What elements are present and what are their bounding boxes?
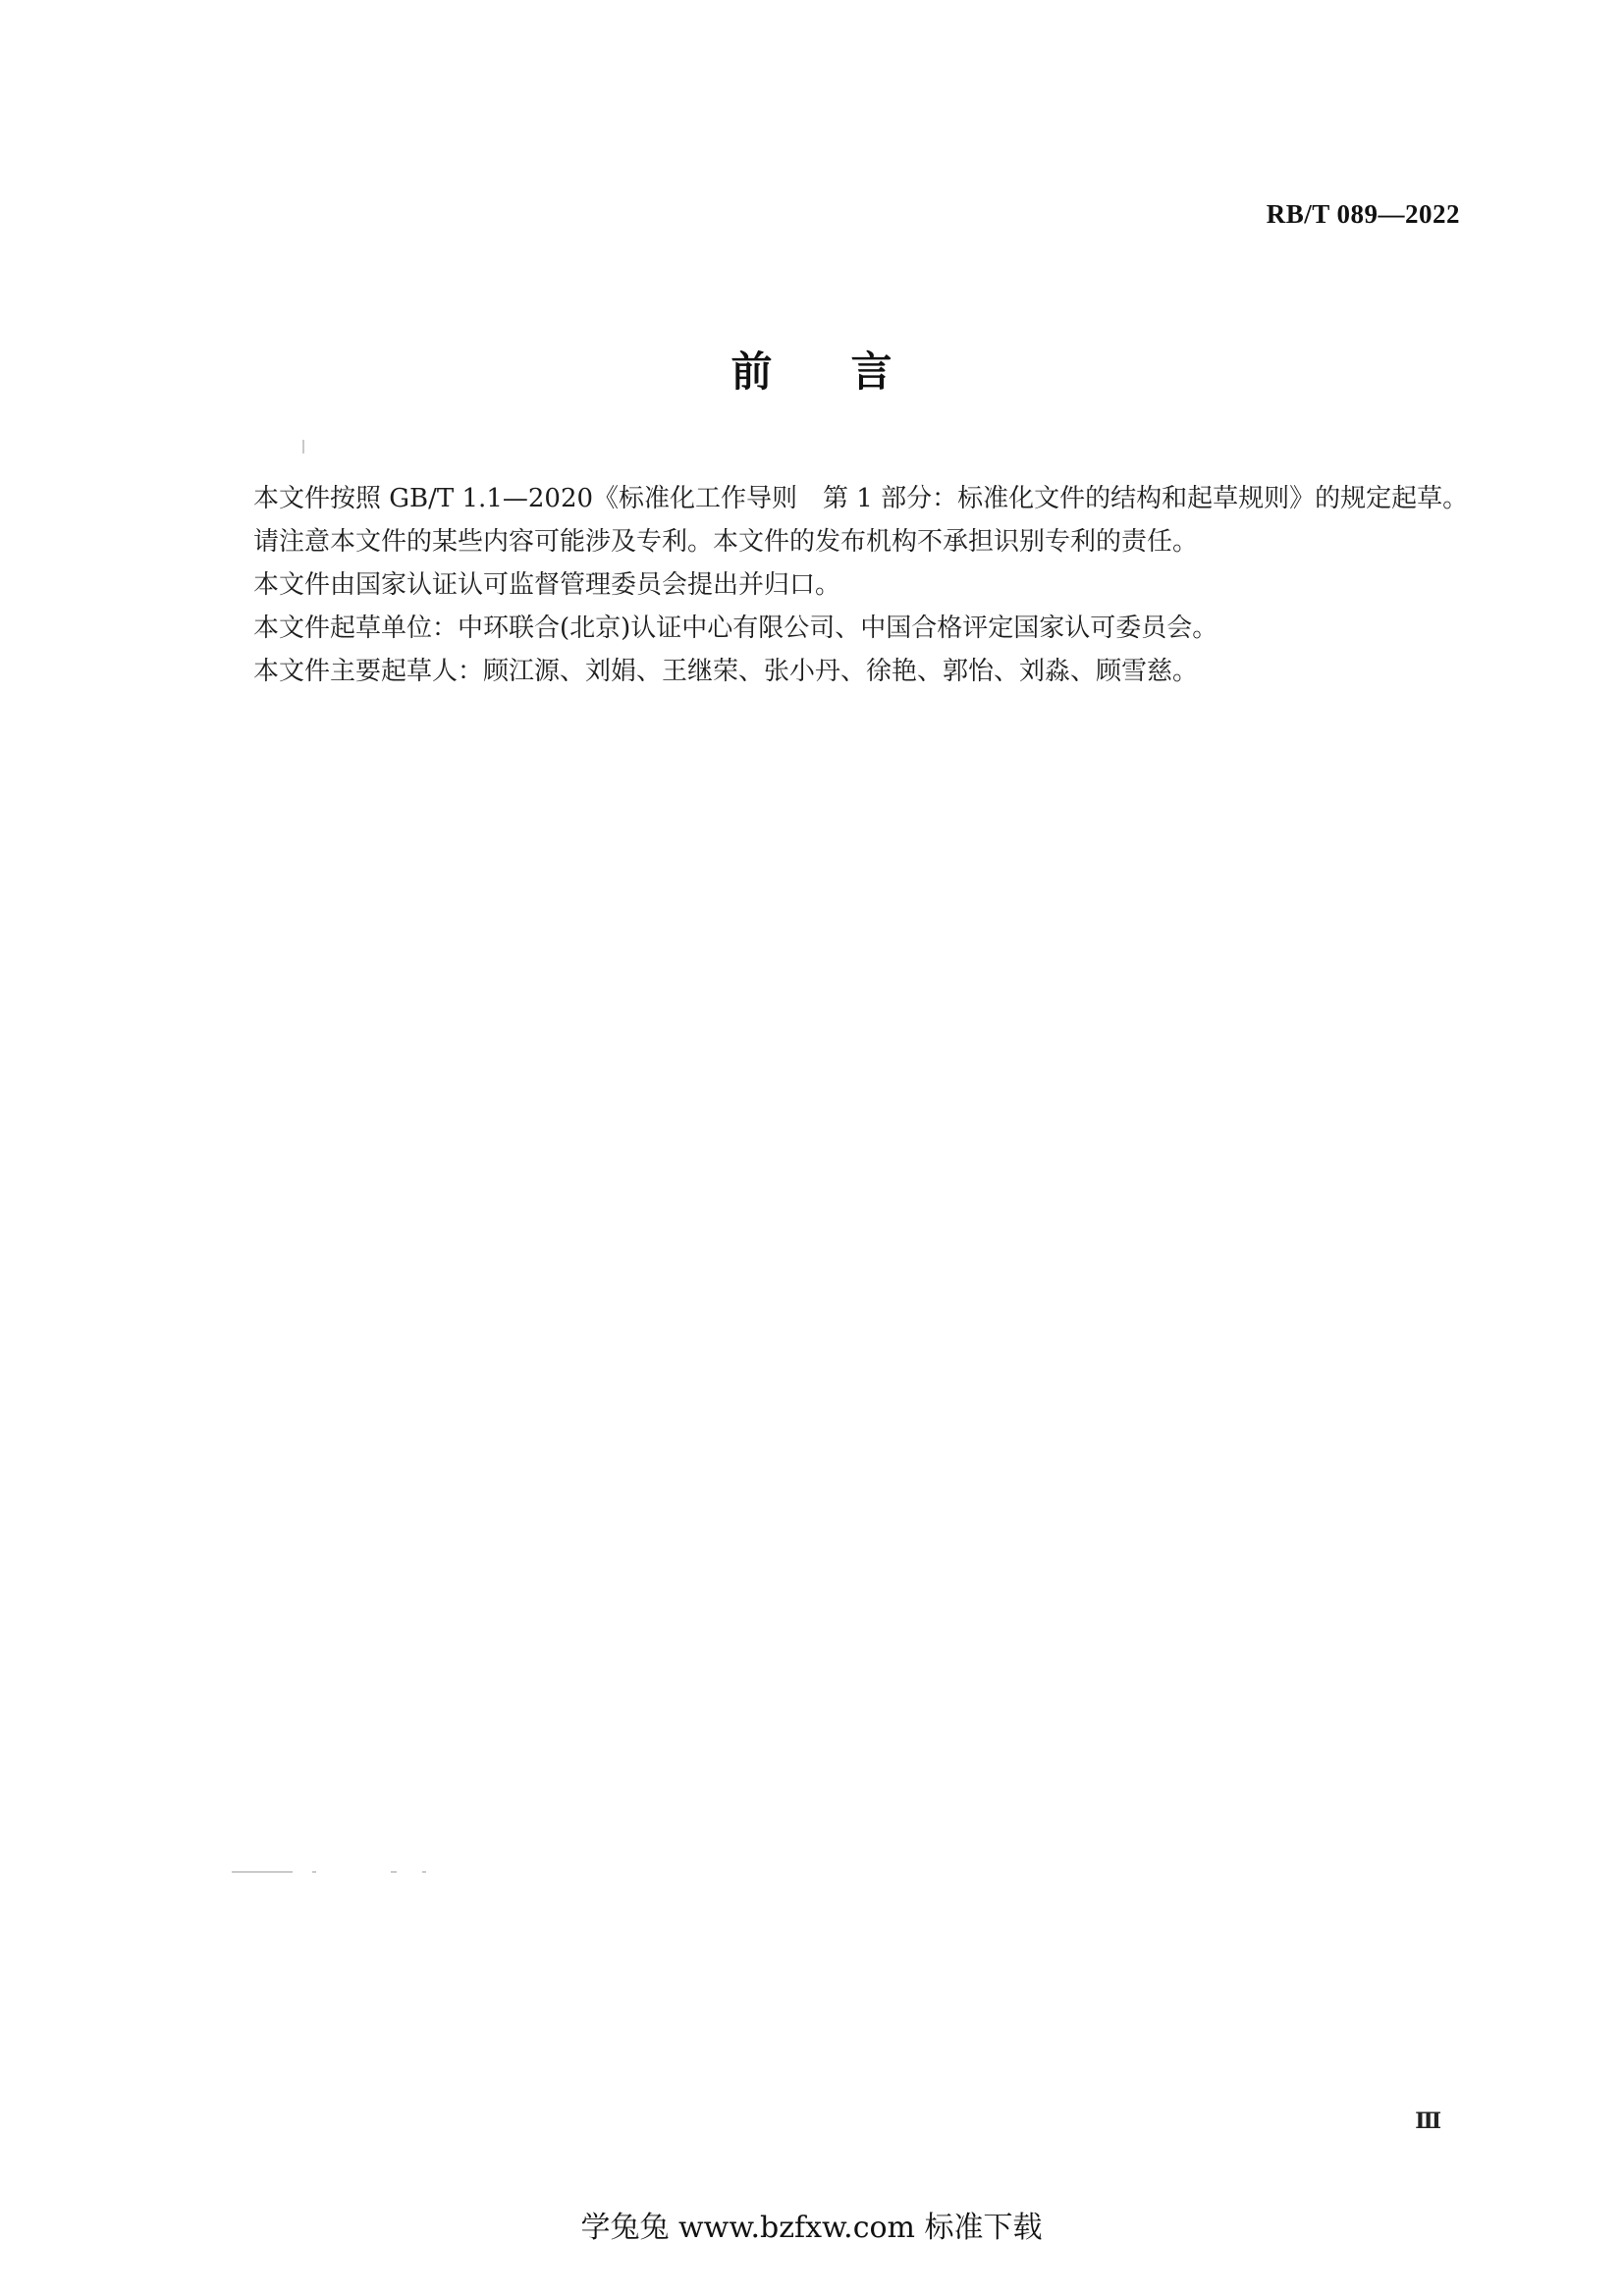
scan-artifact [232,1871,293,1873]
page-number: Ⅲ [1415,2109,1440,2133]
document-code: RB/T 089—2022 [1266,199,1460,229]
foreword-body [202,477,1469,693]
page-title: 前言 [730,347,971,396]
scan-artifact [302,440,304,454]
paragraph-drafting-units: 本文件起草单位：中环联合(北京)认证中心有限公司、中国合格评定国家认可委员会。 [253,614,1218,643]
paragraph-drafting-rules: 本文件按照 GB/T 1.1—2020《标准化工作导则 第 1 部分：标准化文件的结构和起草规则》的规定起草。 [253,484,1469,513]
scan-artifact [391,1871,397,1873]
paragraph-proposer: 本文件由国家认证认可监督管理委员会提出并归口。 [253,570,841,600]
paragraph-patent-notice: 请注意本文件的某些内容可能涉及专利。本文件的发布机构不承担识别专利的责任。 [253,527,1199,557]
scan-artifact [422,1871,426,1873]
watermark-footer: 学兔兔 www.bzfxw.com 标准下载 [580,2211,1043,2245]
scan-artifact [312,1871,316,1873]
paragraph-drafters: 本文件主要起草人：顾江源、刘娟、王继荣、张小丹、徐艳、郭怡、刘淼、顾雪慈。 [253,657,1199,686]
